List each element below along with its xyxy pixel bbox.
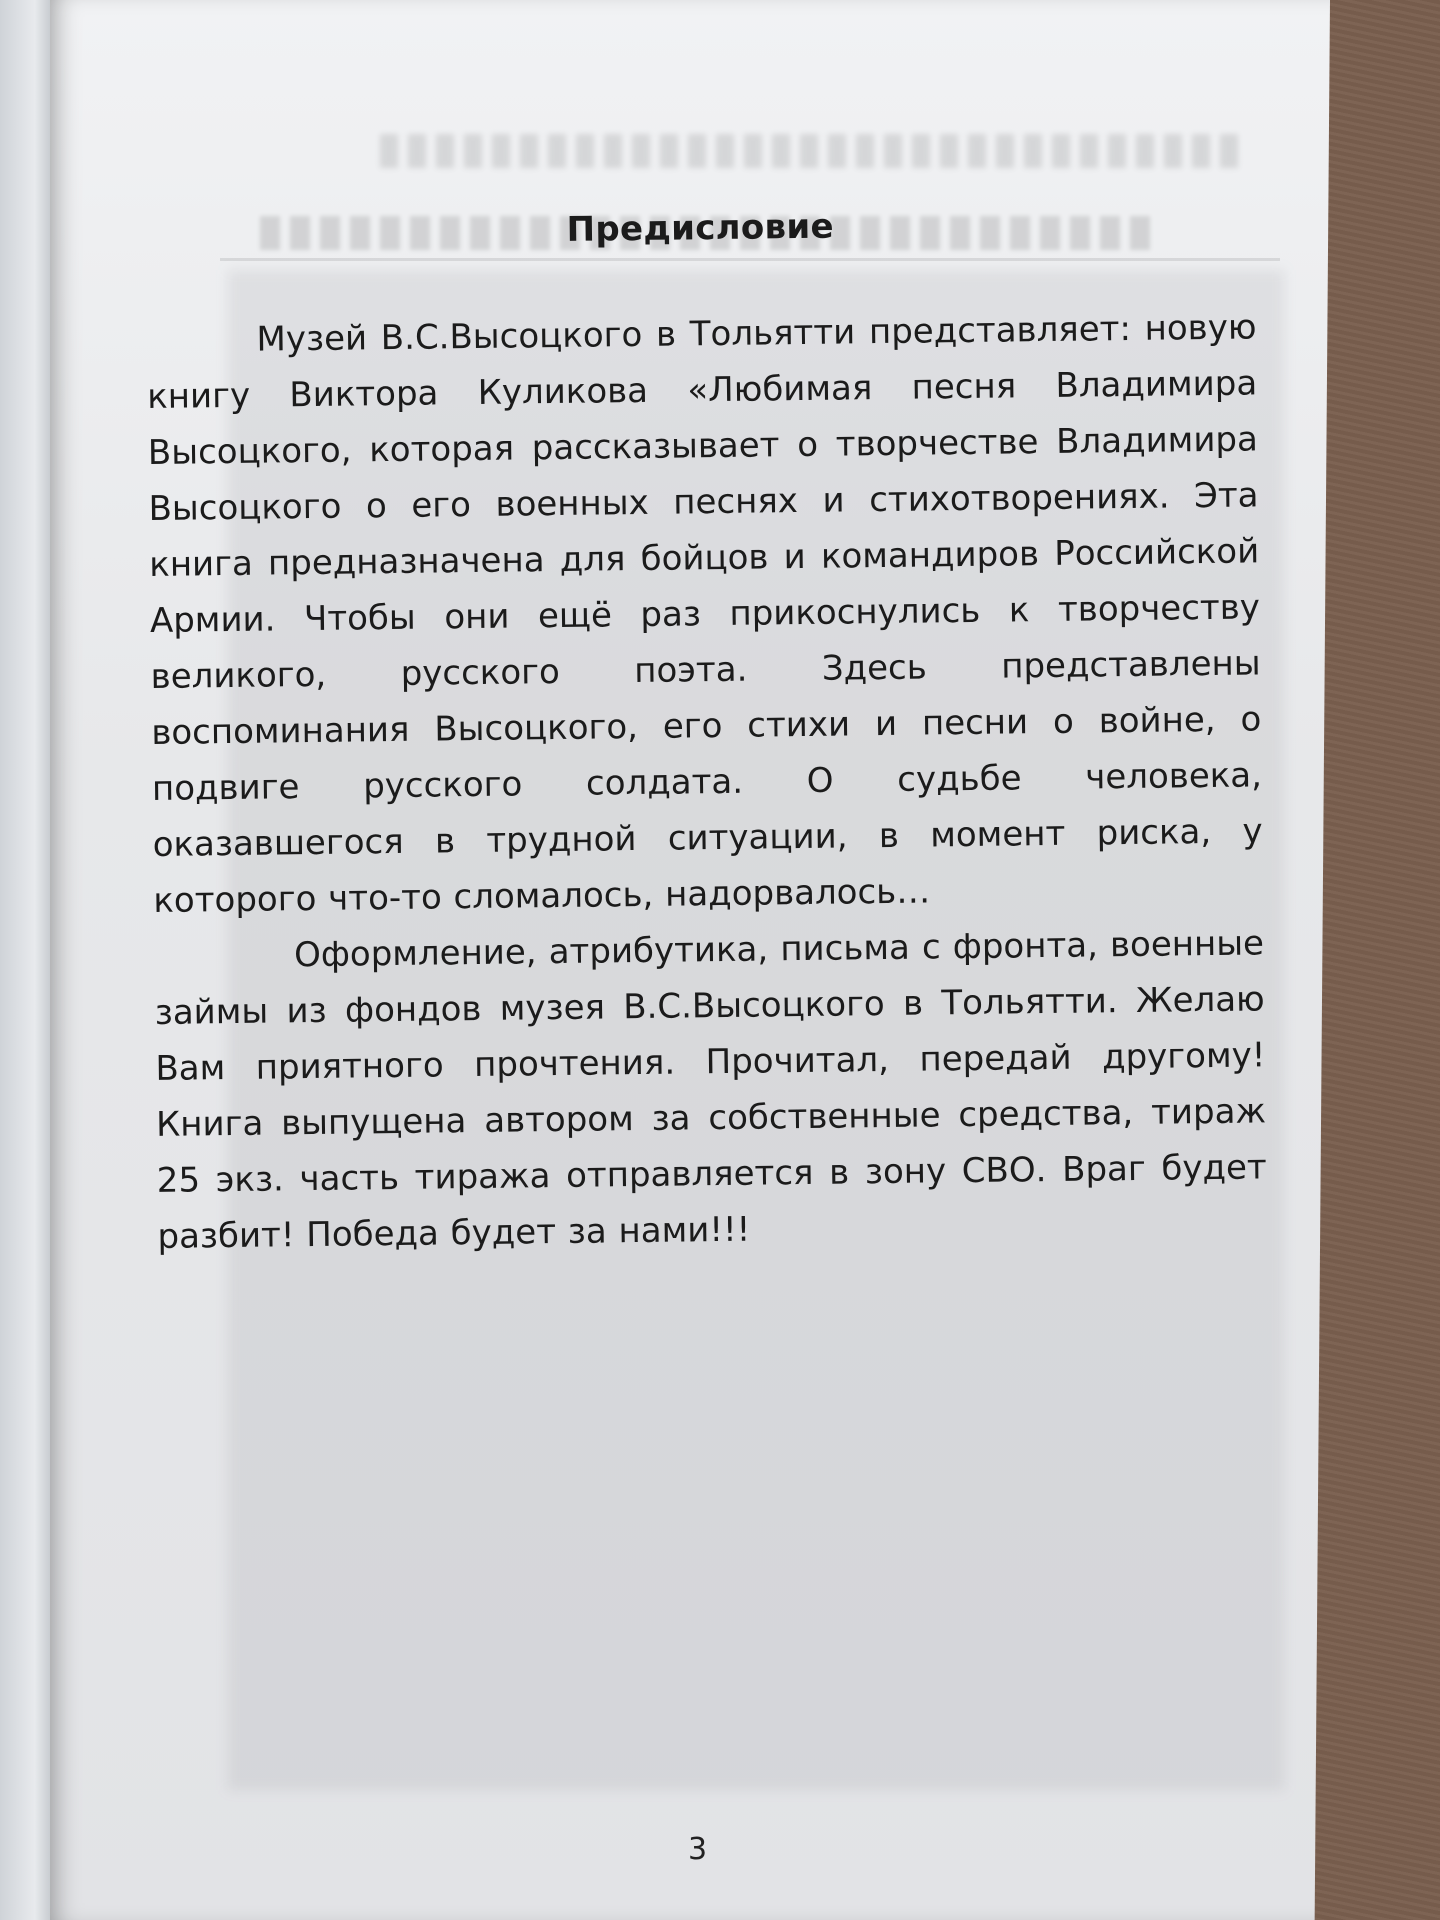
paragraph-intro: Музей В.С.Высоцкого в Тольятти представляет: новую книгу Виктора Куликова «Любимая песня Владимира Высоцкого, которая рассказывает о творчестве Владимира Высоцкого о его военных песнях и стихотворениях. Эта книга предназначена для бойцов и командиров Российской Армии. Чтобы они ещё раз прикоснулись к творчеству великого, русского поэта. Здесь представлены воспоминания Высоцкого, его стихи и песни о войне, о подвиге русского солдата. О судьбе человека, оказавшегося в трудной ситуации, в момент риска, у которого что-то сломалось, надорвалось… — [146, 307, 1263, 921]
page-title: Предисловие — [566, 206, 835, 250]
page-content — [145, 201, 1268, 1264]
previous-page-edge — [0, 0, 58, 1920]
show-through-heading-line — [380, 134, 1240, 168]
page-number: 3 — [688, 1832, 708, 1867]
paragraph-details: Оформление, атрибутика, письма с фронта, военные займы из фондов музея В.С.Высоцкого в Тольятти. Желаю Вам приятного прочтения. Прочитал, передай другому! Книга выпущена автором за собственные средства, тираж 25 экз. часть тиража отправляется в зону СВО. Враг будет разбит! Победа будет за нами!!! — [154, 923, 1267, 1257]
